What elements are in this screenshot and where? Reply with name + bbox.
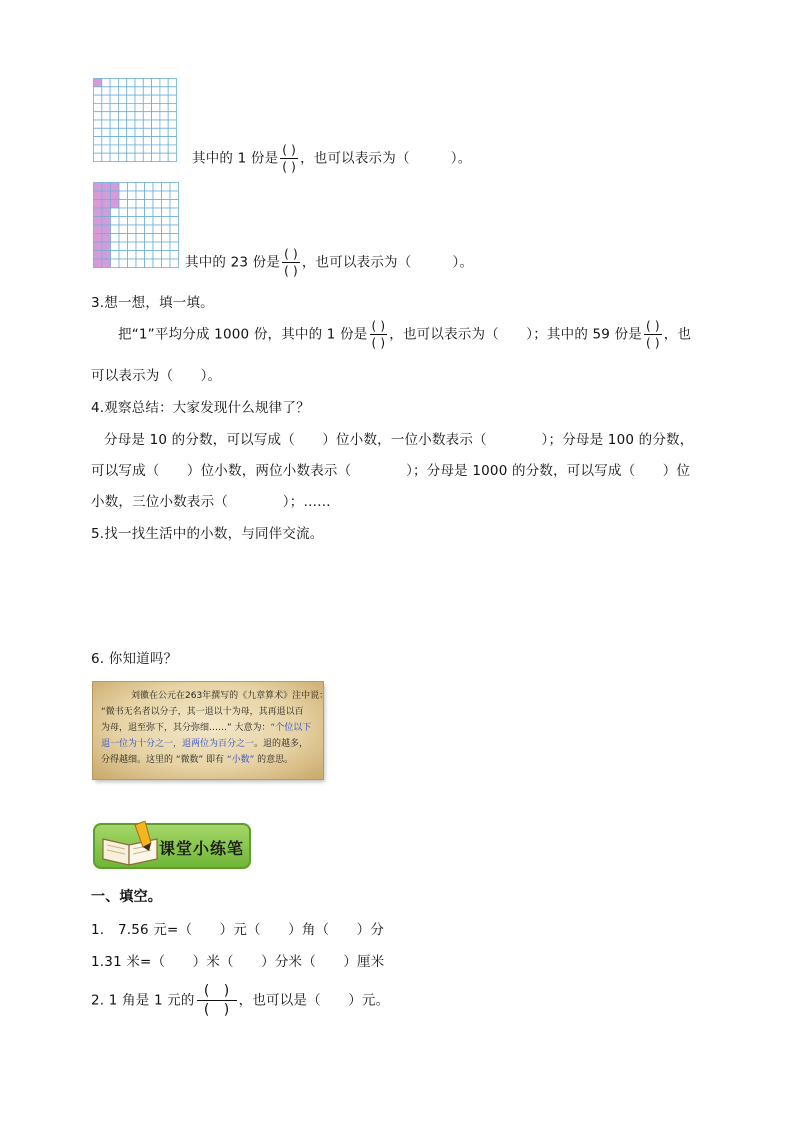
grid-cell	[119, 225, 128, 234]
grid-cell	[162, 242, 171, 251]
grid-cell	[152, 153, 160, 161]
grid-cell	[153, 259, 162, 268]
grid-cell	[160, 95, 168, 103]
q6-title: 6. 你知道吗？	[91, 651, 178, 667]
frac-numerator: ( )	[282, 143, 297, 157]
frac-numerator: ( )	[203, 983, 230, 999]
grid-cell	[110, 153, 118, 161]
grid-cell	[118, 153, 126, 161]
grid-cell	[110, 145, 118, 153]
grid-cell	[118, 87, 126, 95]
grid-cell	[136, 225, 145, 234]
grid-cell	[110, 87, 118, 95]
book-pencil-icon	[99, 821, 161, 867]
grid-cell	[143, 95, 151, 103]
grid-cell-shaded	[94, 191, 103, 200]
grid-cell	[168, 87, 176, 95]
frac-numerator: ( )	[371, 319, 386, 333]
grid-cell	[135, 112, 143, 120]
grid-cell	[110, 120, 118, 128]
grid-cell	[128, 251, 137, 260]
grid-cell	[162, 217, 171, 226]
story-line-5a: 分得越细。这里的 “微数” 即有	[101, 755, 227, 765]
grid-cell	[128, 183, 137, 192]
grid-cell	[152, 87, 160, 95]
history-note-parchment	[93, 682, 329, 779]
grid-cell-shaded	[111, 191, 120, 200]
grid-cell	[128, 217, 137, 226]
grid-cell	[170, 259, 179, 268]
grid-cell	[168, 137, 176, 145]
grid-cell	[152, 95, 160, 103]
grid-cell	[128, 259, 137, 268]
practice-section-badge	[93, 823, 251, 869]
grid-cell	[162, 259, 171, 268]
exercise-3-text-b: ，也可以是（ ）元。	[238, 992, 390, 1009]
grid-cell	[168, 145, 176, 153]
grid-cell	[119, 251, 128, 260]
grid-cell-shaded	[102, 242, 111, 251]
grid-cell	[162, 200, 171, 209]
grid-cell	[111, 251, 120, 260]
grid-cell	[162, 191, 171, 200]
grid-cell	[135, 95, 143, 103]
grid-cell	[118, 137, 126, 145]
grid-cell	[170, 217, 179, 226]
grid-cell-shaded	[102, 225, 111, 234]
grid2-text-after: ，也可以表示为（ ）。	[301, 254, 474, 271]
grid-cell	[143, 103, 151, 111]
grid-cell	[110, 112, 118, 120]
grid-cell	[128, 225, 137, 234]
grid-cell	[143, 112, 151, 120]
badge-label: 课堂小练笔	[159, 839, 245, 858]
grid-cell	[162, 234, 171, 243]
grid-cell	[170, 200, 179, 209]
grid-cell	[102, 128, 110, 136]
grid-cell	[145, 234, 154, 243]
grid-cell	[111, 217, 120, 226]
q4-line1: 分母是 10 的分数，可以写成（ ）位小数，一位小数表示（ ）；分母是 100 的分数，	[104, 432, 694, 448]
grid-cell-shaded	[94, 200, 103, 209]
grid-cell	[136, 251, 145, 260]
grid-cell	[135, 87, 143, 95]
grid-cell	[143, 153, 151, 161]
grid-cell	[136, 259, 145, 268]
grid-cell	[136, 242, 145, 251]
grid-cell	[145, 208, 154, 217]
grid-cell	[152, 112, 160, 120]
grid-cell	[102, 79, 110, 87]
grid-cell	[136, 208, 145, 217]
grid1-text-after: ，也可以表示为（ ）。	[300, 150, 472, 167]
q3-line2: 可以表示为（ ）。	[91, 368, 222, 384]
grid-cell	[160, 112, 168, 120]
grid-cell	[168, 120, 176, 128]
grid-cell	[143, 137, 151, 145]
grid-cell	[152, 79, 160, 87]
grid-cell	[128, 234, 137, 243]
grid-cell	[118, 120, 126, 128]
frac-denominator: ( )	[203, 1002, 230, 1018]
grid-cell	[170, 242, 179, 251]
q4-line3: 小数，三位小数表示（ ）；……	[91, 494, 331, 510]
grid1-text-before: 其中的 1 份是	[192, 150, 279, 167]
grid-cell	[119, 234, 128, 243]
grid-cell	[127, 103, 135, 111]
grid-cell	[135, 103, 143, 111]
grid-cell	[168, 79, 176, 87]
grid-cell	[143, 87, 151, 95]
grid-cell	[170, 234, 179, 243]
grid-cell	[110, 79, 118, 87]
q4-title: 4.观察总结：大家发现什么规律了？	[91, 400, 310, 416]
grid-cell	[102, 95, 110, 103]
grid-cell-shaded	[111, 183, 120, 192]
grid-cell	[168, 103, 176, 111]
grid-cell	[102, 103, 110, 111]
grid-cell-shaded	[102, 208, 111, 217]
grid-cell	[170, 191, 179, 200]
grid-cell	[110, 103, 118, 111]
grid-cell	[153, 200, 162, 209]
grid-cell	[136, 200, 145, 209]
grid-cell	[143, 128, 151, 136]
q4-line2: 可以写成（ ）位小数，两位小数表示（ ）；分母是 1000 的分数，可以写成（ ）位	[91, 463, 691, 479]
grid-cell-shaded	[102, 251, 111, 260]
grid-cell	[135, 153, 143, 161]
grid-cell-shaded	[102, 234, 111, 243]
grid-cell	[153, 234, 162, 243]
grid-cell	[168, 95, 176, 103]
grid-cell	[162, 183, 171, 192]
grid-cell	[128, 242, 137, 251]
hundred-grid-2	[93, 182, 179, 268]
grid-cell	[143, 145, 151, 153]
grid-cell	[153, 183, 162, 192]
grid-cell	[118, 145, 126, 153]
grid-cell-shaded	[94, 79, 102, 87]
exercise-heading: 一、填空。	[91, 889, 162, 905]
grid-cell	[153, 217, 162, 226]
grid-cell-shaded	[111, 200, 120, 209]
grid-cell	[162, 225, 171, 234]
grid-cell	[145, 217, 154, 226]
grid-cell	[160, 128, 168, 136]
grid-cell	[168, 128, 176, 136]
grid-cell	[111, 242, 120, 251]
grid-cell	[111, 225, 120, 234]
grid-cell	[118, 112, 126, 120]
grid-cell-shaded	[94, 217, 103, 226]
grid-cell	[127, 87, 135, 95]
story-line-3	[101, 720, 317, 736]
grid-cell	[145, 200, 154, 209]
grid-cell	[127, 137, 135, 145]
grid-cell	[136, 234, 145, 243]
grid-cell	[118, 103, 126, 111]
exercise-line-2: 1.31 米=（ ）米（ ）分米（ ）厘米	[91, 954, 385, 970]
story-line-4b: 。退的越多，	[254, 739, 309, 749]
grid-cell	[143, 120, 151, 128]
grid-cell	[136, 183, 145, 192]
grid-cell-shaded	[94, 251, 103, 260]
grid1-fraction-blank[interactable]	[280, 144, 298, 173]
grid-cell	[110, 137, 118, 145]
grid-cell	[111, 259, 120, 268]
grid-cell	[127, 95, 135, 103]
grid-cell	[102, 87, 110, 95]
frac-numerator: ( )	[646, 319, 660, 333]
grid-cell	[118, 128, 126, 136]
grid-cell	[119, 217, 128, 226]
grid-cell	[94, 145, 102, 153]
grid-cell	[152, 128, 160, 136]
grid1-sentence	[192, 144, 471, 173]
grid-cell-shaded	[94, 234, 103, 243]
grid-cell	[102, 112, 110, 120]
grid-cell-shaded	[94, 225, 103, 234]
grid-cell	[162, 208, 171, 217]
grid-cell	[102, 153, 110, 161]
grid-cell-shaded	[102, 217, 111, 226]
exercise-line-1: 1. 7.56 元=（ ）元（ ）角（ ）分	[91, 922, 385, 938]
grid-cell	[119, 200, 128, 209]
grid-cell	[152, 137, 160, 145]
frac-denominator: ( )	[284, 264, 298, 278]
grid-cell	[128, 200, 137, 209]
q3-fraction-2[interactable]	[644, 320, 662, 349]
grid-cell	[118, 95, 126, 103]
grid-cell	[94, 137, 102, 145]
grid-cell	[110, 128, 118, 136]
exercise-fraction-blank[interactable]	[197, 984, 237, 1017]
grid-cell-shaded	[94, 259, 103, 268]
grid-cell	[170, 183, 179, 192]
story-line-5b: “小数”	[226, 755, 255, 765]
grid-cell	[168, 153, 176, 161]
grid-cell-shaded	[94, 242, 103, 251]
story-line-5c: 的意思。	[254, 755, 294, 765]
grid-cell	[145, 251, 154, 260]
grid-cell	[119, 259, 128, 268]
story-line-1: 刘徽在公元在263年撰写的《九章算术》注中说：	[131, 691, 329, 701]
q3-title: 3.想一想，填一填。	[91, 295, 214, 311]
grid-cell	[145, 242, 154, 251]
grid-cell	[118, 79, 126, 87]
grid-cell	[168, 112, 176, 120]
q3-text-b: ，也可以表示为（ ）；其中的 59 份是	[389, 326, 642, 343]
grid2-text-before: 其中的 23 份是	[185, 254, 281, 271]
grid-cell	[127, 120, 135, 128]
grid-cell	[94, 95, 102, 103]
hundred-grid-1	[93, 78, 177, 162]
q3-line1	[118, 320, 691, 349]
grid-cell	[127, 112, 135, 120]
q5-title: 5.找一找生活中的小数，与同伴交流。	[91, 526, 324, 542]
grid-cell	[110, 95, 118, 103]
grid-cell-shaded	[94, 183, 103, 192]
grid-cell	[153, 225, 162, 234]
grid-cell-shaded	[94, 208, 103, 217]
grid-cell	[119, 183, 128, 192]
grid-cell	[160, 87, 168, 95]
grid-cell	[127, 145, 135, 153]
grid-cell	[94, 128, 102, 136]
grid-cell-shaded	[102, 200, 111, 209]
grid-cell	[111, 234, 120, 243]
frac-denominator: ( )	[282, 160, 297, 174]
grid-cell	[94, 112, 102, 120]
grid-cell-shaded	[102, 259, 111, 268]
grid-cell	[170, 251, 179, 260]
grid2-sentence	[185, 248, 473, 277]
grid-cell	[153, 242, 162, 251]
grid-cell	[162, 251, 171, 260]
grid-cell	[160, 79, 168, 87]
grid-cell	[128, 191, 137, 200]
grid-cell	[136, 191, 145, 200]
frac-numerator: ( )	[284, 247, 298, 261]
grid-cell	[135, 120, 143, 128]
grid-cell	[119, 242, 128, 251]
grid-cell	[102, 145, 110, 153]
grid-cell	[160, 103, 168, 111]
exercise-line-3	[91, 984, 389, 1017]
story-line-3a: 为母，退至弥下，其分弥细……” 大意为：	[101, 723, 271, 733]
story-line-2: “微书无名者以分子，其一退以十为母，其再退以百	[101, 707, 304, 717]
frac-denominator: ( )	[371, 336, 386, 350]
grid-cell	[152, 103, 160, 111]
grid-cell	[128, 208, 137, 217]
story-line-5	[101, 752, 317, 768]
grid-cell	[152, 145, 160, 153]
grid-cell	[127, 128, 135, 136]
exercise-3-text-a: 2. 1 角是 1 元的	[91, 992, 195, 1009]
q3-text-a: 把“1”平均分成 1000 份，其中的 1 份是	[118, 326, 368, 343]
grid-cell	[136, 217, 145, 226]
grid-cell-shaded	[102, 191, 111, 200]
grid-cell	[135, 128, 143, 136]
grid-cell	[160, 120, 168, 128]
grid-cell	[102, 137, 110, 145]
grid-cell	[153, 191, 162, 200]
grid-cell	[94, 103, 102, 111]
grid-cell	[135, 145, 143, 153]
grid-cell	[145, 259, 154, 268]
q3-text-c: ，也	[663, 326, 692, 343]
grid-cell	[170, 208, 179, 217]
grid-cell	[127, 153, 135, 161]
grid-cell	[94, 153, 102, 161]
grid-cell	[145, 183, 154, 192]
frac-denominator: ( )	[646, 336, 660, 350]
grid-cell	[135, 137, 143, 145]
grid-cell	[160, 153, 168, 161]
grid-cell	[153, 208, 162, 217]
grid-cell	[152, 120, 160, 128]
grid-cell	[145, 191, 154, 200]
grid-cell	[94, 87, 102, 95]
story-line-3b: “个位以下	[270, 723, 312, 733]
grid-cell	[127, 79, 135, 87]
grid-cell	[102, 120, 110, 128]
grid-cell	[119, 191, 128, 200]
q3-fraction-1[interactable]	[370, 320, 388, 349]
grid-cell	[119, 208, 128, 217]
grid-cell	[160, 145, 168, 153]
story-line-4	[101, 736, 317, 752]
grid-cell	[111, 208, 120, 217]
grid-cell-shaded	[102, 183, 111, 192]
grid-cell	[170, 225, 179, 234]
grid-cell	[145, 225, 154, 234]
grid-cell	[94, 120, 102, 128]
grid-cell	[143, 79, 151, 87]
grid-cell	[160, 137, 168, 145]
grid-cell	[153, 251, 162, 260]
story-line-4a: 退一位为十分之一，退两位为百分之一	[101, 739, 255, 749]
grid2-fraction-blank[interactable]	[282, 248, 300, 277]
grid-cell	[135, 79, 143, 87]
